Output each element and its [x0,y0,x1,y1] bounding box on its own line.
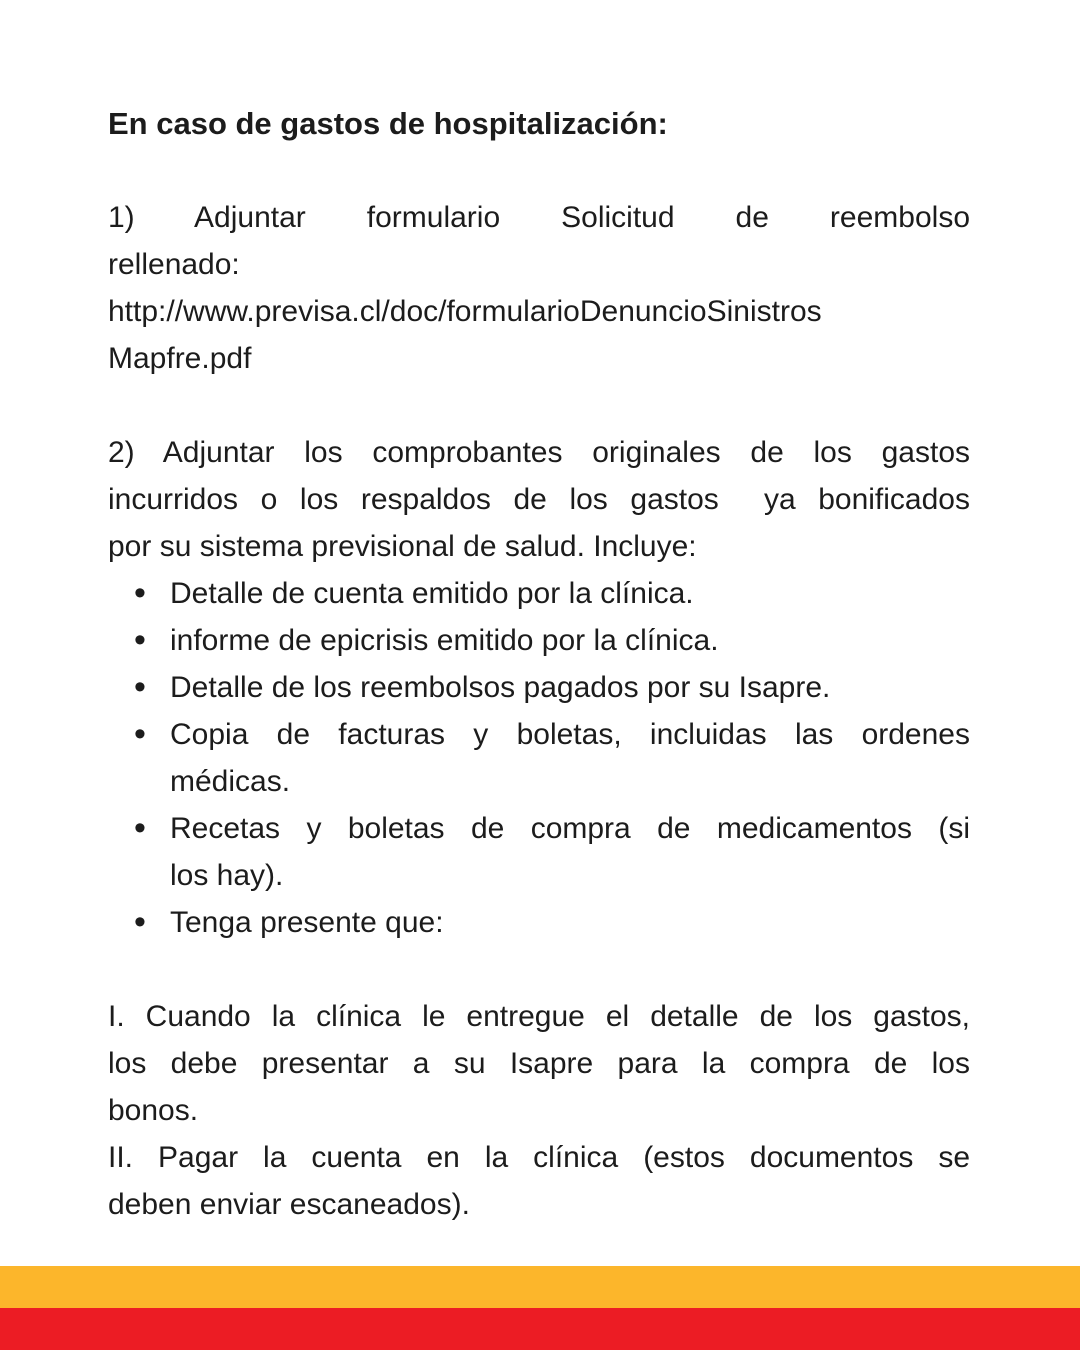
list-item-text: informe de epicrisis emitido por la clínica. [170,624,719,657]
list-item-text: Copia de facturas y boletas, incluidas las ordenes [170,718,970,751]
paragraph-line: por su sistema previsional de salud. Incluye: [108,530,697,563]
paragraph-line: II. Pagar la cuenta en la clínica (estos documentos se [108,1141,970,1174]
bullet-icon: • [134,621,146,659]
list-item-text: los hay). [170,859,284,892]
section-heading: En caso de gastos de hospitalización: [108,106,668,141]
paragraph-line: I. Cuando la clínica le entregue el detalle de los gastos, [108,1000,970,1033]
url-text: Mapfre.pdf [108,342,252,375]
list-item-text: Detalle de cuenta emitido por la clínica. [170,577,694,610]
list-item-text: médicas. [170,765,291,798]
list-item-text: Recetas y boletas de compra de medicamentos (si [170,812,970,845]
requirements-list [108,570,970,946]
paragraph-line: los debe presentar a su Isapre para la compra de los [108,1047,970,1080]
list-item [108,570,970,617]
paragraph-line: bonos. [108,1094,199,1127]
list-item [108,617,970,664]
list-item [108,899,970,946]
paragraph-step-1 [108,194,970,382]
bullet-icon: • [134,574,146,612]
footer-yellow-bar [0,1266,1080,1308]
bullet-icon: • [134,903,146,941]
paragraph-line: 1) Adjuntar formulario Solicitud de reembolso [108,201,970,234]
bullet-icon: • [134,668,146,706]
paragraph-line: incurridos o los respaldos de los gastos ya bonificados [108,483,970,516]
list-item [108,664,970,711]
url-text: http://www.previsa.cl/doc/formularioDenuncioSinistros [108,295,822,328]
paragraph-line: deben enviar escaneados). [108,1188,470,1221]
list-item [108,711,970,805]
bullet-icon: • [134,715,146,753]
paragraph-step-2 [108,429,970,570]
bullet-icon: • [134,809,146,847]
paragraph-note-1 [108,993,970,1134]
paragraph-line: 2) Adjuntar los comprobantes originales de los gastos [108,436,970,469]
list-item [108,805,970,899]
list-item-text: Tenga presente que: [170,906,444,939]
blank-line [108,147,970,194]
footer-red-bar [0,1308,1080,1350]
blank-line [108,946,970,993]
paragraph-line: rellenado: [108,248,240,281]
paragraph-note-2 [108,1134,970,1228]
list-item-text: Detalle de los reembolsos pagados por su Isapre. [170,671,831,704]
blank-line [108,382,970,429]
